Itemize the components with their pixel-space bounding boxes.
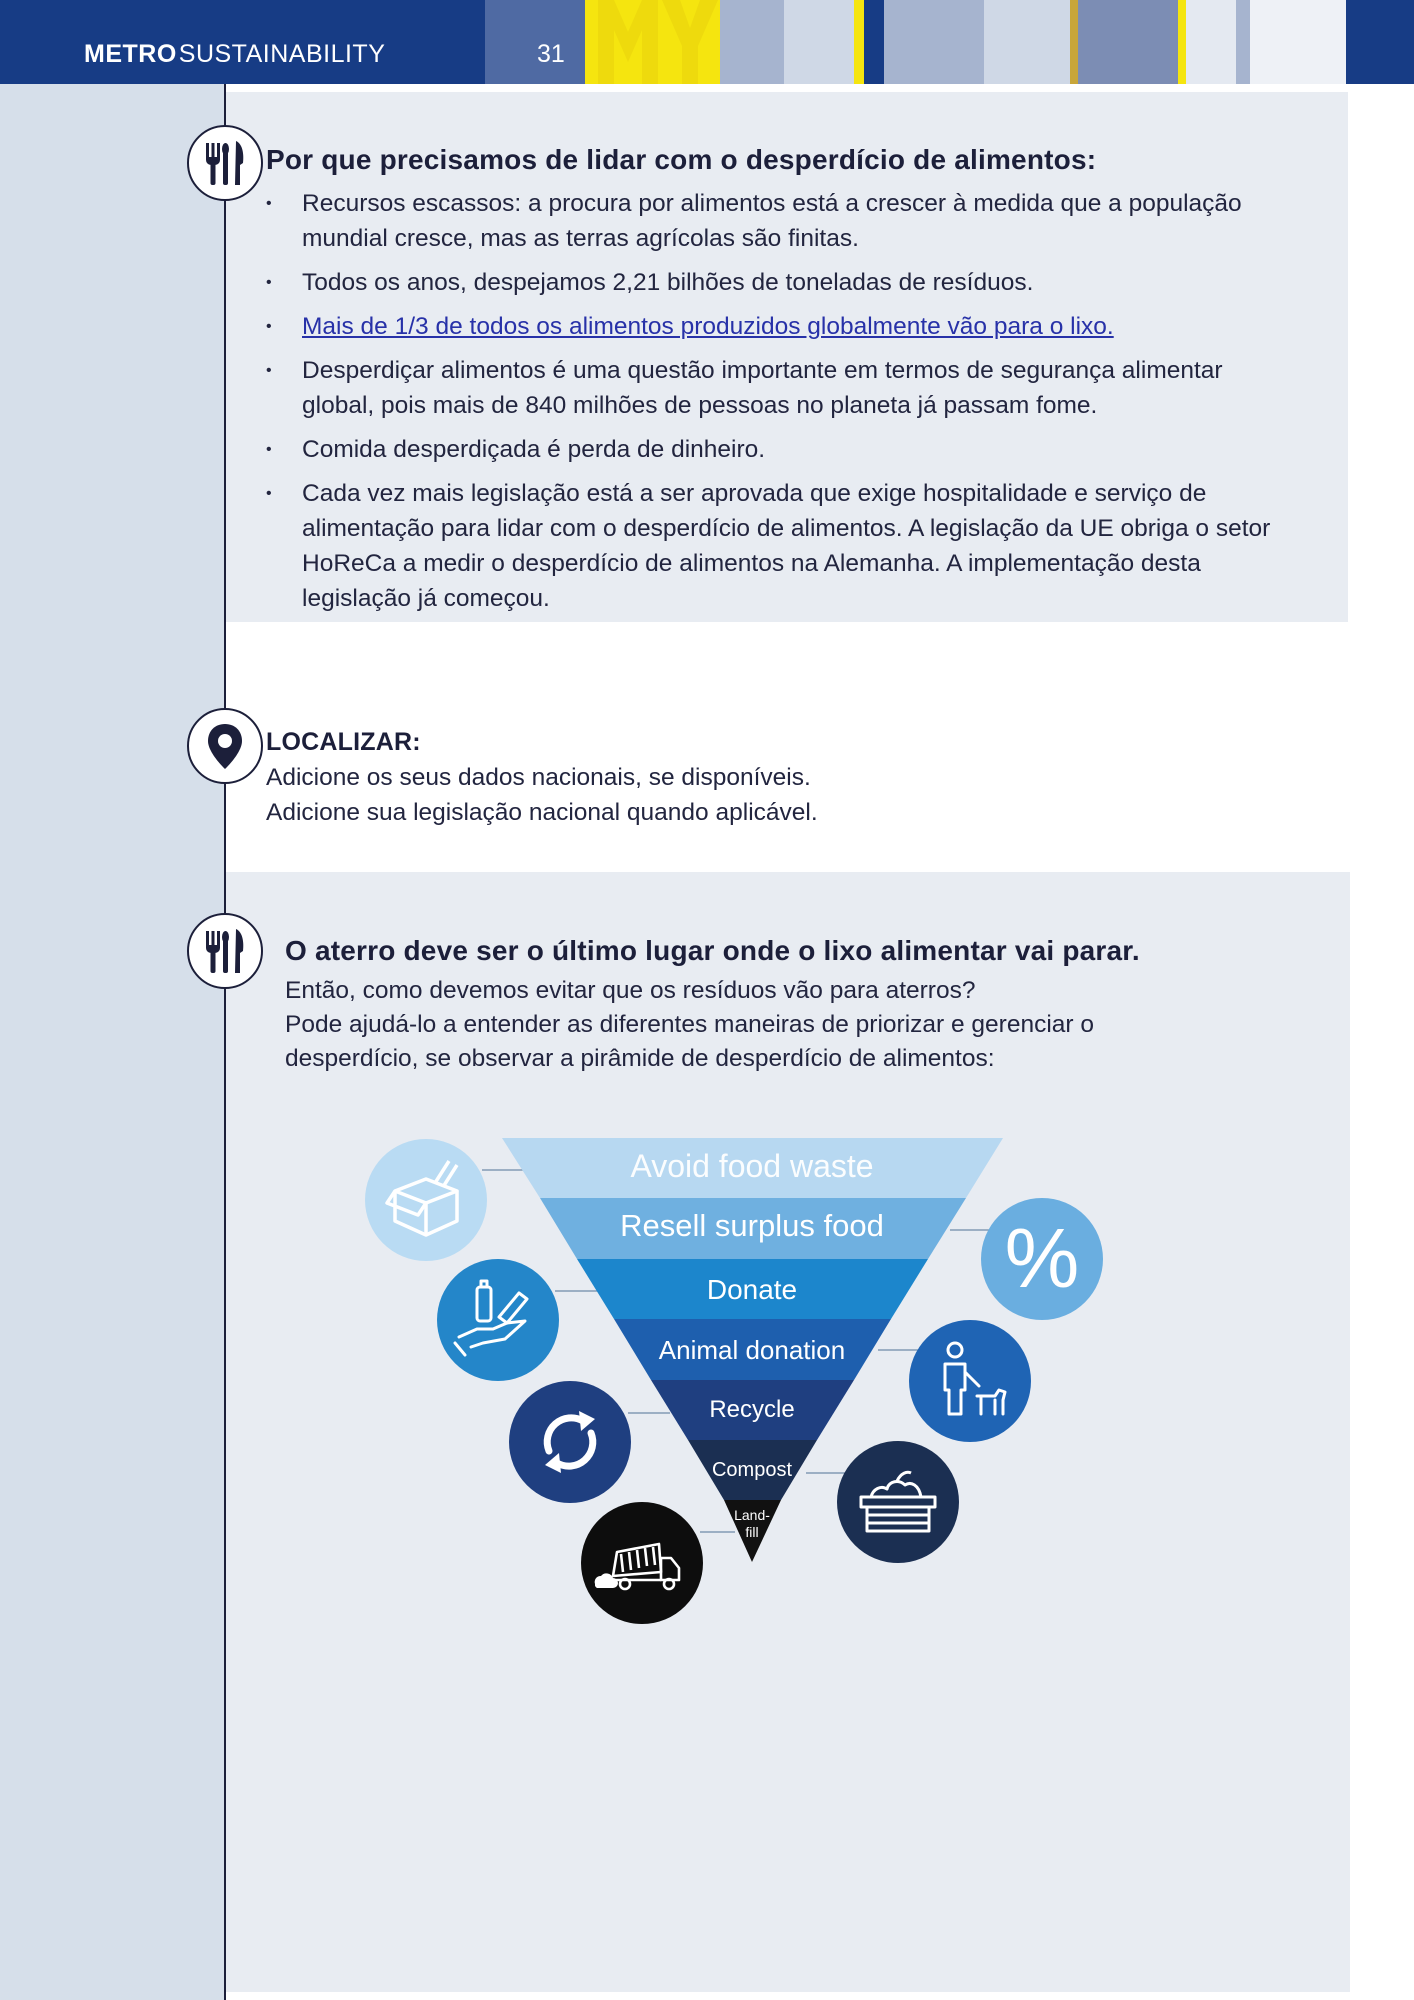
localize-title: LOCALIZAR: <box>266 728 421 756</box>
landfill-label-line-1: Land- <box>734 1507 770 1523</box>
localize-line-1: Adicione os seus dados nacionais, se disponíveis. <box>266 764 811 791</box>
box-icon <box>365 1139 487 1261</box>
why-title: Por que precisamos de lidar com o desperdício de alimentos: <box>266 144 1097 175</box>
pyramid-label-recycle: Recycle <box>709 1396 795 1423</box>
page-number: 31 <box>537 40 565 68</box>
percent-icon <box>981 1198 1103 1320</box>
list-item: • Todos os anos, despejamos 2,21 bilhões de toneladas de resíduos. <box>266 265 1296 300</box>
landfill-line-3: desperdício, se observar a pirâmide de desperdício de alimentos: <box>285 1045 995 1072</box>
pyramid-label-landfill <box>712 1507 792 1541</box>
compost-bin-icon <box>837 1441 959 1563</box>
pyramid-label-animal: Animal donation <box>658 1335 846 1365</box>
landfill-line-2: Pode ajudá-lo a entender as diferentes maneiras de priorizar e gerenciar o <box>285 1011 1094 1038</box>
brand-bold: METRO <box>84 40 177 68</box>
pyramid-label-compost: Compost <box>711 1459 793 1481</box>
percent-symbol: % <box>1004 1211 1080 1305</box>
pyramid-label-avoid: Avoid food waste <box>630 1148 874 1184</box>
localize-line-2: Adicione sua legislação nacional quando aplicável. <box>266 799 818 826</box>
hand-bottle-icon <box>437 1259 559 1381</box>
pyramid-label-donate: Donate <box>706 1274 798 1305</box>
landfill-title: O aterro deve ser o último lugar onde o lixo alimentar vai parar. <box>285 935 1140 966</box>
recycle-arrows-icon <box>509 1381 631 1503</box>
list-item: • Comida desperdiçada é perda de dinheiro. <box>266 432 1296 467</box>
brand-light: SUSTAINABILITY <box>178 40 386 68</box>
person-dog-icon <box>909 1320 1031 1442</box>
list-item: • Recursos escassos: a procura por alimentos está a crescer à medida que a população mundial cresce, mas as terras agrícolas são finitas. <box>266 186 1296 256</box>
landfill-label-line-2: fill <box>745 1524 759 1540</box>
list-item: • Cada vez mais legislação está a ser aprovada que exige hospitalidade e serviço de alimentação para lidar com o desperdício de alimentos. A legislação da UE obriga o setor HoReCa a medir o desperdício de alimentos na Alemanha. A implementação desta legislação já começou. <box>266 476 1296 616</box>
pyramid-label-resell: Resell surplus food <box>620 1208 884 1243</box>
list-item: • Desperdiçar alimentos é uma questão importante em termos de segurança alimentar global, pois mais de 840 milhões de pessoas no planeta já passam fome. <box>266 353 1296 423</box>
food-waste-link[interactable]: Mais de 1/3 de todos os alimentos produzidos globalmente vão para o lixo. <box>302 313 1114 340</box>
garbage-truck-icon <box>581 1502 703 1624</box>
landfill-line-1: Então, como devemos evitar que os resíduos vão para aterros? <box>285 977 976 1004</box>
